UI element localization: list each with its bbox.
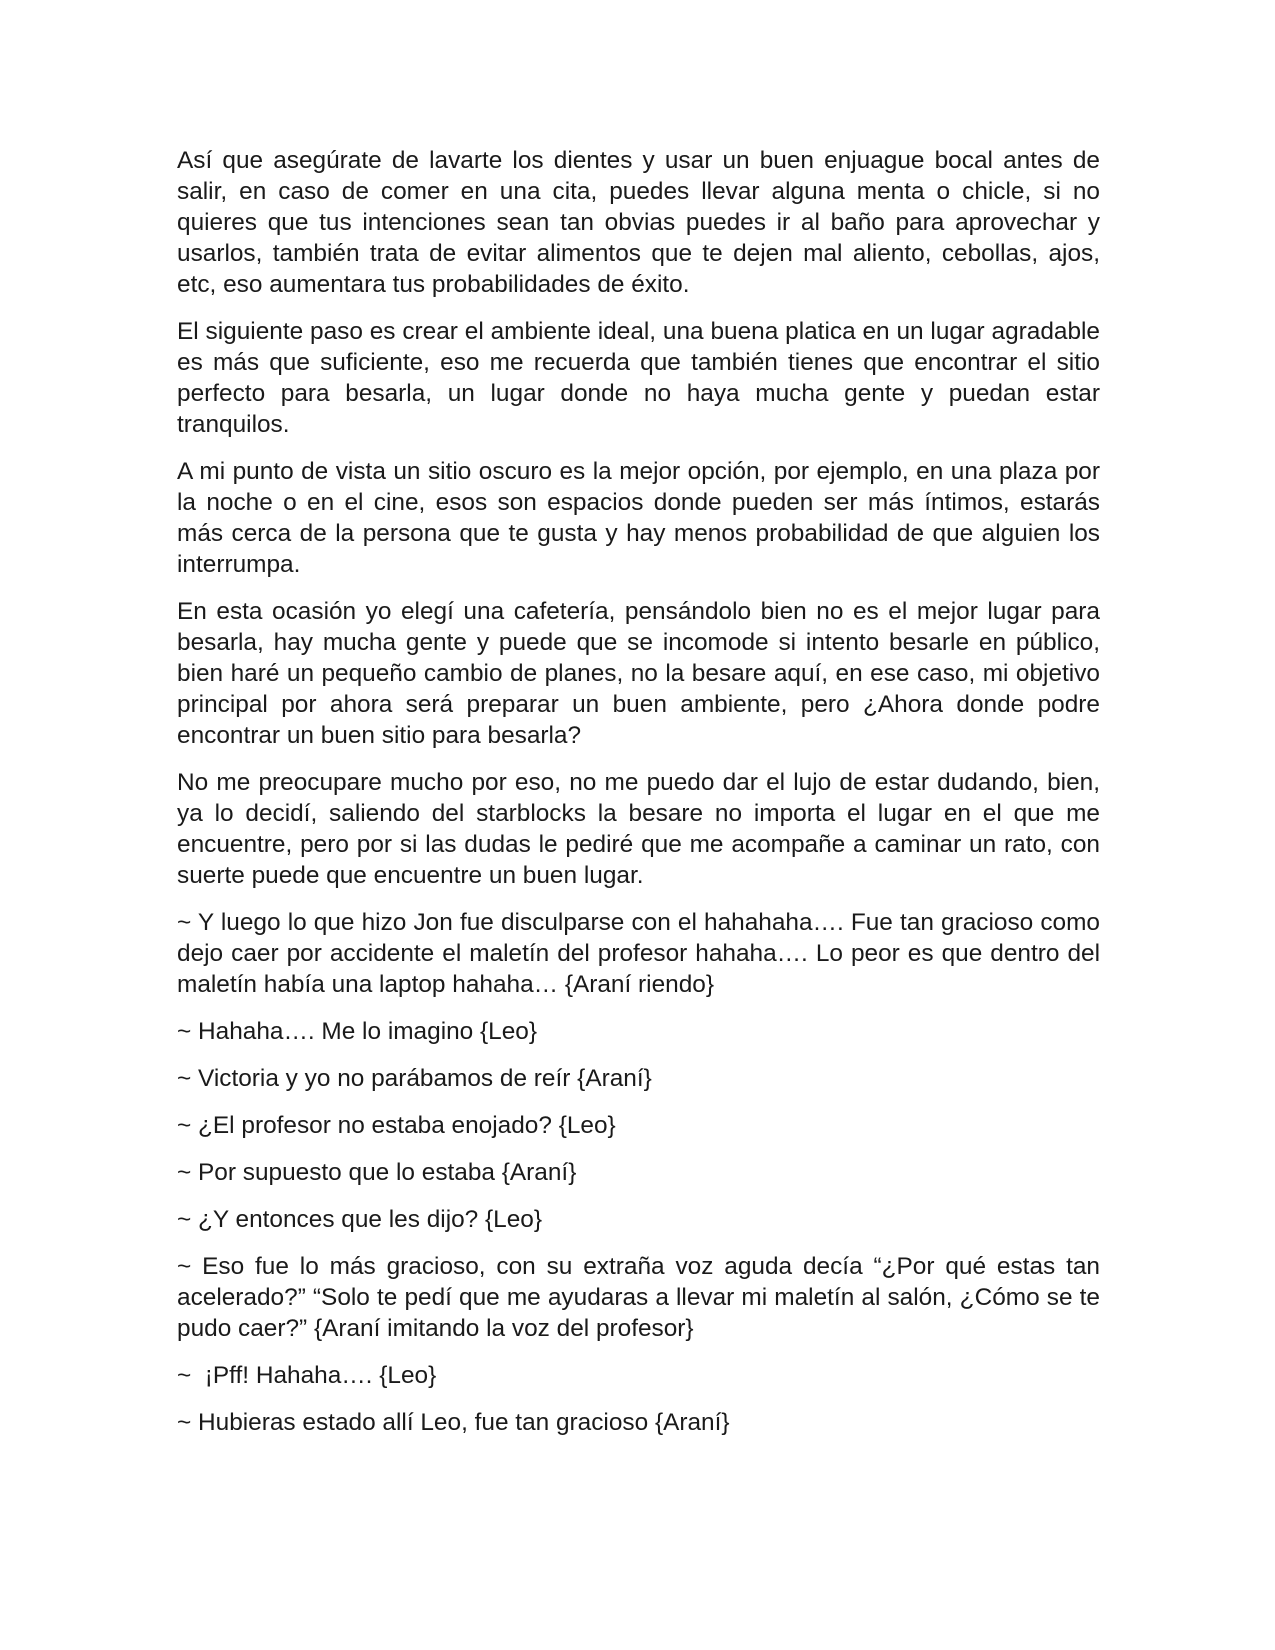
dialogue-line-7: ~ Eso fue lo más gracioso, con su extraña voz aguda decía “¿Por qué estas tan acelerado?” “Solo te pedí que me ayudaras a llevar mi maletín al salón, ¿Cómo se te pudo caer?” {Araní imitando la voz del profesor} bbox=[177, 1253, 1100, 1342]
paragraph-5: No me preocupare mucho por eso, no me puedo dar el lujo de estar dudando, bien, ya lo decidí, saliendo del starblocks la besare no importa el lugar en el que me encuentre, pero por si las dudas le pediré que me acompañe a caminar un rato, con suerte puede que encuentre un buen lugar. bbox=[177, 769, 1100, 889]
dialogue-line-1: ~ Y luego lo que hizo Jon fue disculparse con el hahahaha…. Fue tan gracioso como dejo caer por accidente el maletín del profesor hahaha…. Lo peor es que dentro del maletín había una laptop hahaha… {Araní riendo} bbox=[177, 909, 1100, 998]
paragraph-1: Así que asegúrate de lavarte los dientes y usar un buen enjuague bocal antes de salir, en caso de comer en una cita, puedes llevar alguna menta o chicle, si no quieres que tus intenciones sean tan obvias puedes ir al baño para aprovechar y usarlos, también trata de evitar alimentos que te dejen mal aliento, cebollas, ajos, etc, eso aumentara tus probabilidades de éxito. bbox=[177, 147, 1100, 298]
dialogue-line-3: ~ Victoria y yo no parábamos de reír {Araní} bbox=[177, 1065, 652, 1092]
dialogue-line-5: ~ Por supuesto que lo estaba {Araní} bbox=[177, 1159, 577, 1186]
dialogue-line-6: ~ ¿Y entonces que les dijo? {Leo} bbox=[177, 1206, 543, 1233]
dialogue-line-2: ~ Hahaha…. Me lo imagino {Leo} bbox=[177, 1018, 538, 1045]
paragraph-2: El siguiente paso es crear el ambiente ideal, una buena platica en un lugar agradable es más que suficiente, eso me recuerda que también tienes que encontrar el sitio perfecto para besarla, un lugar donde no haya mucha gente y puedan estar tranquilos. bbox=[177, 318, 1100, 438]
document-page bbox=[177, 145, 1100, 1454]
paragraph-3: A mi punto de vista un sitio oscuro es la mejor opción, por ejemplo, en una plaza por la noche o en el cine, esos son espacios donde pueden ser más íntimos, estarás más cerca de la persona que te gusta y hay menos probabilidad de que alguien los interrumpa. bbox=[177, 458, 1100, 578]
dialogue-line-9: ~ Hubieras estado allí Leo, fue tan gracioso {Araní} bbox=[177, 1409, 730, 1436]
dialogue-line-8: ~ ¡Pff! Hahaha…. {Leo} bbox=[177, 1362, 437, 1389]
paragraph-4: En esta ocasión yo elegí una cafetería, pensándolo bien no es el mejor lugar para besarla, hay mucha gente y puede que se incomode si intento besarle en público, bien haré un pequeño cambio de planes, no la besare aquí, en ese caso, mi objetivo principal por ahora será preparar un buen ambiente, pero ¿Ahora donde podre encontrar un buen sitio para besarla? bbox=[177, 598, 1100, 749]
dialogue-line-4: ~ ¿El profesor no estaba enojado? {Leo} bbox=[177, 1112, 616, 1139]
